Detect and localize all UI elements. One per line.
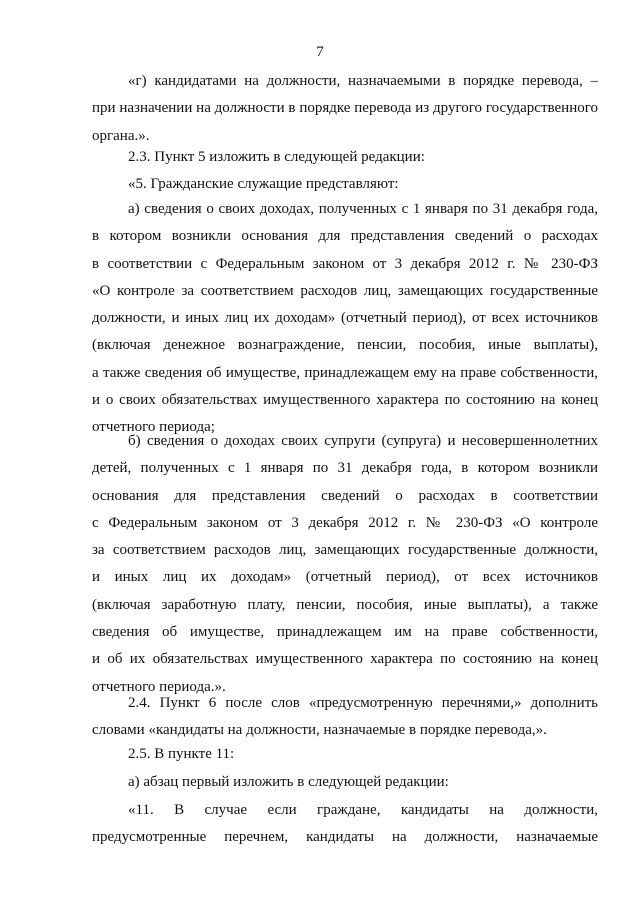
text-line: за соответствием расходов лиц, замещающих государственные должности, [92,542,598,559]
paragraph-point-11 [92,797,598,852]
text-line: с Федеральным законом от 3 декабря 2012 г. № 230-ФЗ «О контроле [92,514,598,531]
text-line: должности, и иных лиц их доходам» (отчетный период), от всех источников [92,310,598,327]
text-line: при назначении на должности в порядке перевода из другого государственного [92,100,598,117]
paragraph-2-5 [92,741,598,768]
paragraph-subitem-a [92,769,598,796]
text-line: предусмотренные перечнем, кандидаты на должности, назначаемые [92,829,598,846]
paragraph-2-3 [92,144,598,171]
text-line: и иных лиц их доходам» (отчетный период), от всех источников [92,569,598,586]
paragraph-item-a [92,196,598,442]
text-line: б) сведения о доходах своих супруги (супруга) и несовершеннолетних [128,433,598,449]
text-line: 2.4. Пункт 6 после слов «предусмотренную перечнями,» дополнить [128,695,598,711]
text-line: и о своих обязательствах имущественного характера по состоянию на конец [92,392,598,409]
text-line: отчетного периода.». [92,678,226,695]
text-line: органа.». [92,127,150,144]
page-number: 7 [316,44,324,60]
paragraph-item-g [92,68,598,150]
paragraph-item-b [92,428,598,701]
text-line: а) абзац первый изложить в следующей редакции: [128,774,449,790]
text-line: словами «кандидаты на должности, назначаемые в порядке перевода,». [92,722,547,739]
text-line: в соответствии с Федеральным законом от 3 декабря 2012 г. № 230-ФЗ [92,255,598,272]
text-line: а) сведения о своих доходах, полученных с 1 января по 31 декабря года, [128,201,598,217]
text-line: (включая денежное вознаграждение, пенсии, пособия, иные выплаты), [92,337,598,354]
paragraph-point-5 [92,171,598,198]
paragraph-2-4 [92,690,598,745]
text-line: отчетного периода; [92,419,215,436]
text-line: детей, полученных с 1 января по 31 декабря года, в котором возникли [92,460,598,477]
text-line: (включая заработную плату, пенсии, пособия, иные выплаты), а также [92,596,598,613]
text-line: сведения об имуществе, принадлежащем им на праве собственности, [92,624,598,641]
text-line: и об их обязательствах имущественного характера по состоянию на конец [92,651,598,668]
text-line: «5. Гражданские служащие представляют: [128,176,399,192]
text-line: «11. В случае если граждане, кандидаты на должности, [128,802,598,818]
text-line: 2.3. Пункт 5 изложить в следующей редакции: [128,149,425,165]
text-line: в котором возникли основания для представления сведений о расходах [92,228,598,245]
text-line: основания для представления сведений о расходах в соответствии [92,487,598,504]
text-line: а также сведения об имуществе, принадлежащем ему на праве собственности, [92,364,598,381]
text-line: 2.5. В пункте 11: [128,746,235,762]
text-line: «О контроле за соответствием расходов лиц, замещающих государственные [92,282,598,299]
text-line: «г) кандидатами на должности, назначаемыми в порядке перевода, – [128,73,598,89]
